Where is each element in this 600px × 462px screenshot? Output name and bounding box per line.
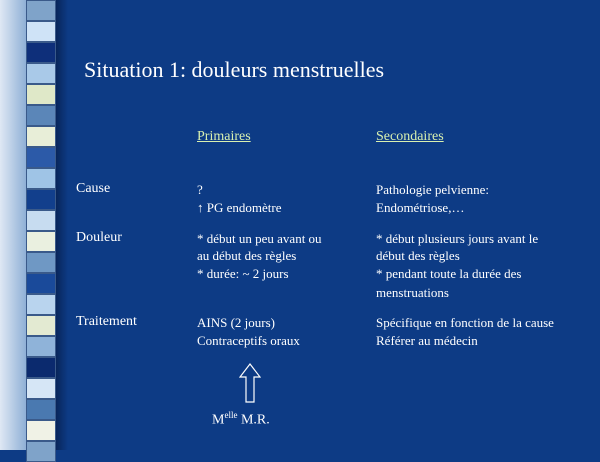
decorative-square: [26, 168, 56, 189]
decorative-square: [26, 231, 56, 252]
douleur-secondaires-line: * pendant toute la durée des: [376, 266, 522, 281]
header-secondaires: Secondaires: [376, 129, 444, 144]
row-label-douleur: Douleur: [76, 230, 122, 245]
traitement-primaires-line: AINS (2 jours): [197, 315, 275, 330]
decorative-square: [26, 336, 56, 357]
decorative-square: [26, 210, 56, 231]
author-suffix: M.R.: [237, 412, 270, 428]
douleur-primaires-line: * début un peu avant ou: [197, 231, 322, 246]
douleur-secondaires-line: menstruations: [376, 285, 449, 300]
douleur-secondaires-line: * début plusieurs jours avant le: [376, 231, 539, 246]
decorative-square: [26, 357, 56, 378]
traitement-secondaires-line: Spécifique en fonction de la cause: [376, 315, 554, 330]
stripe-shadow: [56, 0, 68, 450]
slide-title: Situation 1: douleurs menstruelles: [84, 57, 385, 82]
decorative-square-stripe: [0, 0, 56, 450]
douleur-secondaires-line: début des règles: [376, 248, 460, 263]
author-signature: [212, 410, 270, 429]
cause-primaires-line: ?: [197, 182, 203, 197]
decorative-square: [26, 252, 56, 273]
row-label-traitement: Traitement: [76, 314, 137, 329]
decorative-square: [26, 147, 56, 168]
decorative-square: [26, 84, 56, 105]
header-primaires: Primaires: [197, 129, 251, 144]
traitement-secondaires-line: Référer au médecin: [376, 333, 478, 348]
decorative-square: [26, 42, 56, 63]
decorative-square: [26, 63, 56, 84]
decorative-square: [26, 126, 56, 147]
decorative-square: [26, 294, 56, 315]
stripe-left-band: [0, 0, 26, 450]
decorative-square: [26, 21, 56, 42]
decorative-square: [26, 105, 56, 126]
decorative-square: [26, 378, 56, 399]
author-superscript: elle: [224, 410, 238, 420]
author-prefix: M: [212, 412, 225, 428]
decorative-square: [26, 441, 56, 462]
decorative-square: [26, 399, 56, 420]
up-arrow-outline-icon: [239, 363, 261, 403]
decorative-square: [26, 315, 56, 336]
decorative-square: [26, 189, 56, 210]
cause-secondaires-line: Endométriose,…: [376, 200, 465, 215]
traitement-primaires-line: Contraceptifs oraux: [197, 333, 300, 348]
douleur-primaires-line: au début des règles: [197, 248, 297, 263]
decorative-square: [26, 420, 56, 441]
decorative-square: [26, 273, 56, 294]
cause-primaires-line: ↑ PG endomètre: [197, 200, 282, 215]
cause-secondaires-line: Pathologie pelvienne:: [376, 182, 490, 197]
decorative-square: [26, 0, 56, 21]
row-label-cause: Cause: [76, 181, 111, 196]
douleur-primaires-line: * durée: ~ 2 jours: [197, 266, 289, 281]
